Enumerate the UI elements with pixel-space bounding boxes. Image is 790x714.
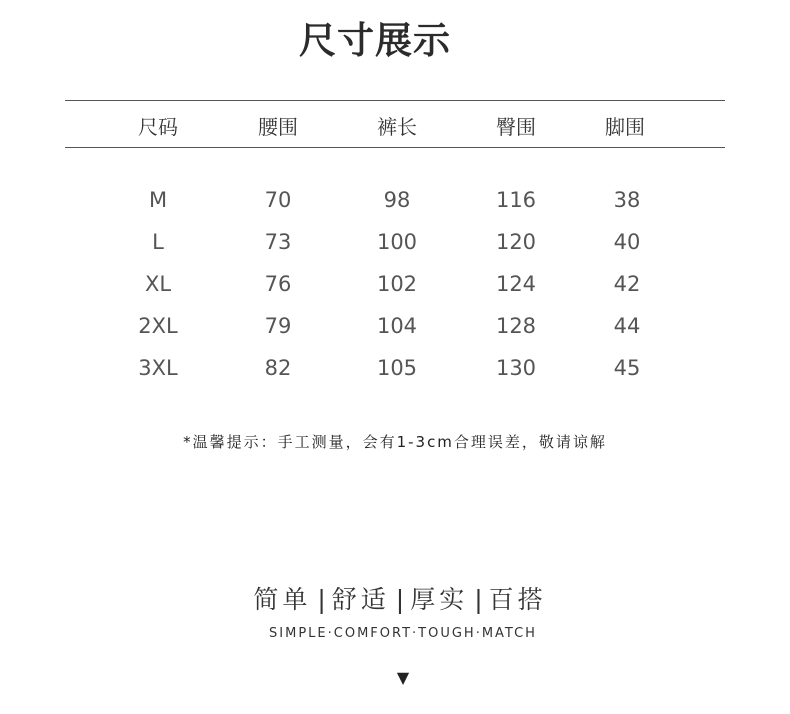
feature-match: 百搭 <box>488 585 547 614</box>
header-size: 尺码 <box>138 115 178 139</box>
cell-size: M <box>148 188 168 212</box>
cell-length: 105 <box>376 356 418 380</box>
cell-length: 102 <box>376 272 418 296</box>
cell-hip: 124 <box>495 272 537 296</box>
feature-separator: | <box>395 585 405 614</box>
header-hip: 臀围 <box>496 115 536 139</box>
cell-waist: 70 <box>264 188 292 212</box>
cell-size: L <box>152 230 164 254</box>
cell-length: 98 <box>383 188 411 212</box>
feature-subtitle: SIMPLE·COMFORT·TOUGH·MATCH <box>269 626 537 641</box>
cell-ankle: 45 <box>613 356 641 380</box>
header-waist: 腰围 <box>258 115 298 139</box>
measurement-note: *温馨提示：手工测量，会有1-3cm合理误差，敬请谅解 <box>183 433 607 451</box>
cell-hip: 120 <box>495 230 537 254</box>
cell-length: 104 <box>376 314 418 338</box>
feature-separator: | <box>317 585 326 614</box>
cell-size: 2XL <box>138 314 178 338</box>
cell-hip: 128 <box>495 314 537 338</box>
cell-hip: 130 <box>495 356 537 380</box>
table-top-rule <box>65 100 725 101</box>
page-title: 尺寸展示 <box>299 19 451 62</box>
cell-waist: 76 <box>264 272 292 296</box>
table-header-rule <box>65 147 725 148</box>
feature-comfort: 舒适 <box>331 585 390 614</box>
feature-tough: 厚实 <box>410 585 469 614</box>
cell-ankle: 40 <box>613 230 641 254</box>
down-arrow-icon: ▼ <box>396 668 410 687</box>
header-length: 裤长 <box>377 115 417 139</box>
cell-ankle: 42 <box>613 272 641 296</box>
cell-waist: 79 <box>264 314 292 338</box>
cell-ankle: 38 <box>613 188 641 212</box>
cell-waist: 73 <box>264 230 292 254</box>
feature-simple: 简单 <box>253 585 312 614</box>
header-ankle: 脚围 <box>605 115 645 139</box>
feature-tags <box>0 580 790 616</box>
cell-waist: 82 <box>264 356 292 380</box>
cell-ankle: 44 <box>613 314 641 338</box>
cell-size: 3XL <box>138 356 178 380</box>
cell-size: XL <box>144 272 172 296</box>
cell-hip: 116 <box>495 188 537 212</box>
cell-length: 100 <box>376 230 418 254</box>
feature-separator: | <box>474 585 483 614</box>
